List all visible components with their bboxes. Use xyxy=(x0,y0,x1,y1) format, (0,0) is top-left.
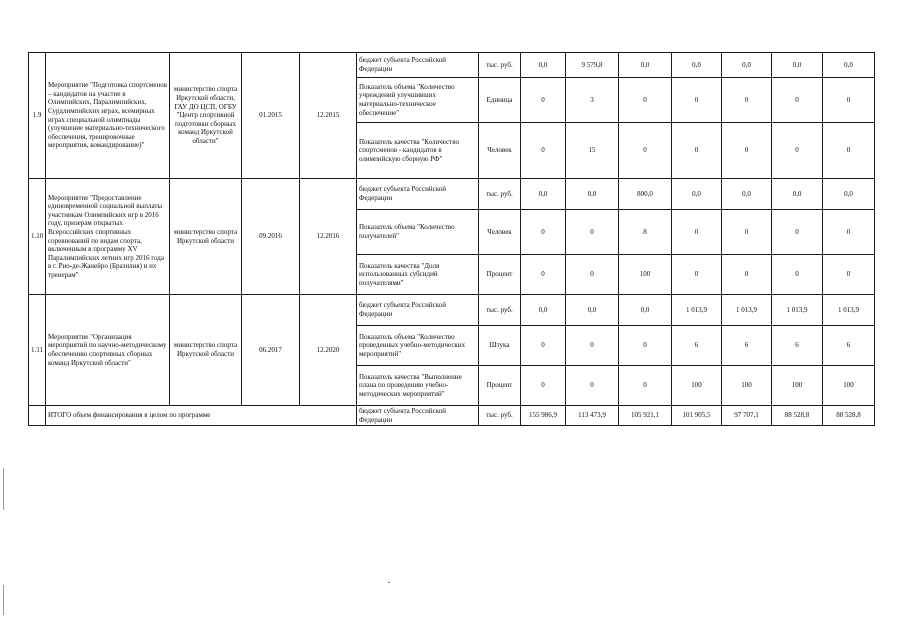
value-cell: 3 xyxy=(566,78,619,123)
program-table xyxy=(28,52,875,426)
value-cell: 0 xyxy=(823,123,875,179)
value-cell: 0,0 xyxy=(521,295,566,326)
end-date: 12.2020 xyxy=(300,295,357,406)
indicator-name: Показатель объема "Количество проведенных учебно-методических мероприятий" xyxy=(357,326,479,366)
value-cell: 0 xyxy=(521,210,566,255)
value-cell: 0 xyxy=(722,255,772,295)
value-cell: 0,0 xyxy=(619,53,672,78)
value-cell: 0,0 xyxy=(521,179,566,210)
value-cell: 0,0 xyxy=(566,295,619,326)
value-cell: 0 xyxy=(521,366,566,406)
value-cell: 0,0 xyxy=(823,179,875,210)
value-cell: 0 xyxy=(672,210,722,255)
table-row xyxy=(29,295,875,326)
event-name: Мероприятие "Подготовка спортсменов – кандидатов на участие в Олимпийских, Паралимпийских, Сурдлимпийских играх, всемирных играх специальной олимпиады (улучшение материально-технического обеспечения, тренировочные мероприятия, командирование)" xyxy=(46,53,170,179)
value-cell: 100 xyxy=(672,366,722,406)
value-cell: 0 xyxy=(772,123,823,179)
unit: Штука xyxy=(479,326,521,366)
executor: министерство спорта Иркутской области, ГАУ ДО ЦСП, ОГБУ "Центр спортивной подготовки сборных команд Иркутской области" xyxy=(170,53,242,179)
indicator-name: бюджет субъекта Российской Федерации xyxy=(357,53,479,78)
value-cell: 0 xyxy=(521,326,566,366)
total-row xyxy=(29,406,875,426)
value-cell: 800,0 xyxy=(619,179,672,210)
value-cell: 0 xyxy=(566,366,619,406)
value-cell: 100 xyxy=(772,366,823,406)
value-cell: 0 xyxy=(672,123,722,179)
indicator-name: Показатель объема "Количество получателей" xyxy=(357,210,479,255)
value-cell: 0 xyxy=(521,255,566,295)
value-cell: 0,0 xyxy=(772,53,823,78)
value-cell: 1 013,9 xyxy=(823,295,875,326)
total-indicator-name: бюджет субъекта Российской Федерации xyxy=(357,406,479,426)
total-value-cell: 88 528,8 xyxy=(772,406,823,426)
value-cell: 0,0 xyxy=(672,53,722,78)
value-cell: 8 xyxy=(619,210,672,255)
start-date: 01.2015 xyxy=(242,53,300,179)
value-cell: 0 xyxy=(672,78,722,123)
unit: тыс. руб. xyxy=(479,295,521,326)
event-name: Мероприятие "Предоставление единовременной социальной выплаты участникам Олимпийских игр в 2016 году, призерам открытых Всероссийских спортивных соревнований по видам спорта, включенным в программу XV Паралимпийских летних игр 2016 года в г. Рио-де-Жанейро (Бразилия) и их тренерам" xyxy=(46,179,170,295)
value-cell: 1 013,9 xyxy=(722,295,772,326)
value-cell: 0 xyxy=(566,326,619,366)
value-cell: 0 xyxy=(521,123,566,179)
unit: Человек xyxy=(479,210,521,255)
value-cell: 0,0 xyxy=(823,53,875,78)
indicator-name: Показатель объема "Количество учреждений улучшивших материально-техническое обеспечение" xyxy=(357,78,479,123)
value-cell: 0,0 xyxy=(722,53,772,78)
total-value-cell: 97 707,1 xyxy=(722,406,772,426)
total-value-cell: 88 528,8 xyxy=(823,406,875,426)
row-number: 1.10 xyxy=(29,179,46,295)
value-cell: 0,0 xyxy=(772,179,823,210)
row-number: 1.11 xyxy=(29,295,46,406)
value-cell: 0 xyxy=(823,255,875,295)
value-cell: 9 579,8 xyxy=(566,53,619,78)
total-value-cell: 101 905,5 xyxy=(672,406,722,426)
value-cell: 100 xyxy=(722,366,772,406)
unit: тыс. руб. xyxy=(479,53,521,78)
unit: Процент xyxy=(479,255,521,295)
value-cell: 6 xyxy=(672,326,722,366)
executor: министерство спорта Иркутской области xyxy=(170,295,242,406)
value-cell: 1 013,9 xyxy=(672,295,722,326)
value-cell: 6 xyxy=(823,326,875,366)
start-date: 06.2017 xyxy=(242,295,300,406)
value-cell: 0 xyxy=(566,255,619,295)
value-cell: 100 xyxy=(619,255,672,295)
total-unit: тыс. руб. xyxy=(479,406,521,426)
total-value-cell: 113 473,9 xyxy=(566,406,619,426)
table-row xyxy=(29,53,875,78)
scan-dot xyxy=(388,582,390,583)
value-cell: 6 xyxy=(722,326,772,366)
value-cell: 1 013,9 xyxy=(772,295,823,326)
value-cell: 0 xyxy=(722,123,772,179)
value-cell: 0 xyxy=(619,326,672,366)
value-cell: 0 xyxy=(722,210,772,255)
total-number xyxy=(29,406,46,426)
value-cell: 0,0 xyxy=(619,295,672,326)
value-cell: 0 xyxy=(566,210,619,255)
indicator-name: бюджет субъекта Российской Федерации xyxy=(357,179,479,210)
scan-edge-mark xyxy=(3,468,4,510)
value-cell: 0,0 xyxy=(566,179,619,210)
unit: Человек xyxy=(479,123,521,179)
indicator-name: Показатель качества "Выполнение плана по проведению учебно-методических мероприятий" xyxy=(357,366,479,406)
value-cell: 0 xyxy=(772,210,823,255)
end-date: 12.2015 xyxy=(300,53,357,179)
unit: Единица xyxy=(479,78,521,123)
value-cell: 0 xyxy=(722,78,772,123)
value-cell: 0 xyxy=(823,210,875,255)
value-cell: 0,0 xyxy=(521,53,566,78)
value-cell: 100 xyxy=(823,366,875,406)
total-value-cell: 155 986,9 xyxy=(521,406,566,426)
start-date: 09.2016 xyxy=(242,179,300,295)
value-cell: 0 xyxy=(619,366,672,406)
total-label: ИТОГО объем финансирования в целом по программе xyxy=(46,406,357,426)
value-cell: 0 xyxy=(672,255,722,295)
event-name: Мероприятие "Организация мероприятий по научно-методическому обеспечению спортивных сборных команд Иркутской области" xyxy=(46,295,170,406)
total-value-cell: 105 921,1 xyxy=(619,406,672,426)
value-cell: 0 xyxy=(772,78,823,123)
value-cell: 0 xyxy=(619,78,672,123)
value-cell: 0,0 xyxy=(722,179,772,210)
unit: Процент xyxy=(479,366,521,406)
value-cell: 0 xyxy=(823,78,875,123)
unit: тыс. руб. xyxy=(479,179,521,210)
indicator-name: бюджет субъекта Российской Федерации xyxy=(357,295,479,326)
table-row xyxy=(29,179,875,210)
value-cell: 0,0 xyxy=(672,179,722,210)
value-cell: 0 xyxy=(619,123,672,179)
scan-edge-mark xyxy=(3,585,4,615)
value-cell: 0 xyxy=(521,78,566,123)
indicator-name: Показатель качества "Количество спортсменов - кандидатов в олимпийскую сборную РФ" xyxy=(357,123,479,179)
value-cell: 6 xyxy=(772,326,823,366)
value-cell: 0 xyxy=(772,255,823,295)
row-number: 1.9 xyxy=(29,53,46,179)
executor: министерство спорта Иркутской области xyxy=(170,179,242,295)
indicator-name: Показатель качества "Доля использованных субсидий получателями" xyxy=(357,255,479,295)
value-cell: 15 xyxy=(566,123,619,179)
end-date: 12.2016 xyxy=(300,179,357,295)
